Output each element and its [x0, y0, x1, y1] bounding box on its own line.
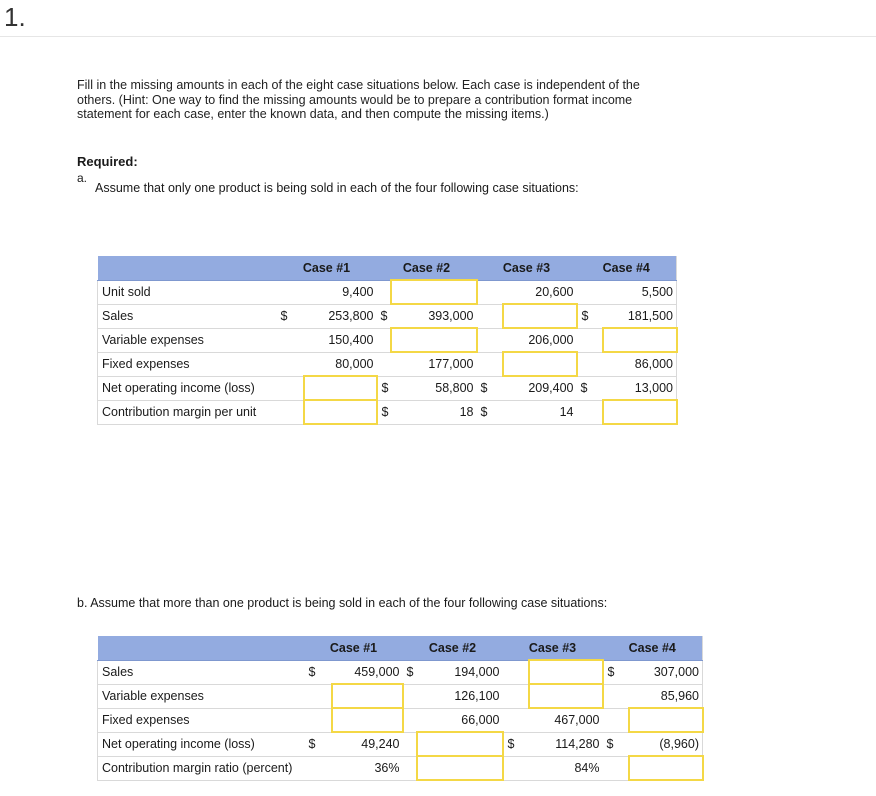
part-b-dollar-sign [305, 684, 332, 708]
part-a-dollar-sign [577, 280, 603, 304]
part-b-dollar-sign [403, 708, 417, 732]
part-b-given-value: 49,240 [332, 732, 403, 756]
part-b-given-value: 66,000 [417, 708, 503, 732]
part-b-dollar-sign [403, 756, 417, 780]
part-b-dollar-sign [305, 756, 332, 780]
question-number: 1. [4, 2, 26, 32]
part-b-given-value: (8,960) [629, 732, 703, 756]
part-b-dollar-sign [603, 756, 629, 780]
part-b-answer-input[interactable] [629, 756, 703, 780]
part-a-row [98, 280, 677, 304]
part-a-dollar-sign [377, 352, 391, 376]
part-a-dollar-sign [477, 352, 503, 376]
part-a-dollar-sign: $ [277, 304, 304, 328]
part-a-given-value: 13,000 [603, 376, 677, 400]
part-b-dollar-sign: $ [603, 660, 629, 684]
part-a-dollar-sign [277, 352, 304, 376]
part-b-header-blank [98, 636, 305, 660]
part-b-header-case-3: Case #3 [503, 636, 603, 660]
part-a-header-case-2: Case #2 [377, 256, 477, 280]
part-a-row-label: Contribution margin per unit [98, 400, 277, 424]
part-a-dollar-sign [477, 280, 503, 304]
part-b-header-row [98, 636, 703, 660]
part-a-dollar-sign [477, 304, 503, 328]
part-b-table [97, 636, 704, 781]
part-b-header-case-1: Case #1 [305, 636, 403, 660]
part-b-header-case-4: Case #4 [603, 636, 703, 660]
part-b-answer-input[interactable] [332, 684, 403, 708]
part-b-dollar-sign: $ [503, 732, 529, 756]
part-a-row-label: Sales [98, 304, 277, 328]
part-b-answer-input[interactable] [417, 732, 503, 756]
part-b-answer-input[interactable] [529, 660, 603, 684]
part-b-given-value: 114,280 [529, 732, 603, 756]
part-b-dollar-sign: $ [403, 660, 417, 684]
part-a-dollar-sign [577, 352, 603, 376]
part-a-row-label: Unit sold [98, 280, 277, 304]
part-a-given-value: 177,000 [391, 352, 477, 376]
part-b-answer-input[interactable] [629, 708, 703, 732]
part-a-given-value: 181,500 [603, 304, 677, 328]
part-b-dollar-sign: $ [603, 732, 629, 756]
part-b-given-value: 459,000 [332, 660, 403, 684]
part-a-header-row [98, 256, 677, 280]
part-b-row [98, 756, 703, 780]
part-a-given-value: 253,800 [304, 304, 377, 328]
part-a-dollar-sign: $ [477, 376, 503, 400]
part-a-row-label: Variable expenses [98, 328, 277, 352]
part-a-answer-input[interactable] [503, 352, 577, 376]
part-a-dollar-sign [277, 280, 304, 304]
part-b-given-value: 84% [529, 756, 603, 780]
part-a-row [98, 304, 677, 328]
part-a-dollar-sign [277, 400, 304, 424]
part-b-row-label: Variable expenses [98, 684, 305, 708]
part-b-dollar-sign [503, 660, 529, 684]
part-a-given-value: 5,500 [603, 280, 677, 304]
part-a-header-case-3: Case #3 [477, 256, 577, 280]
part-b-row [98, 708, 703, 732]
part-b-row-label: Contribution margin ratio (percent) [98, 756, 305, 780]
part-b-row-label: Fixed expenses [98, 708, 305, 732]
part-a-given-value: 206,000 [503, 328, 577, 352]
part-a-dollar-sign: $ [377, 304, 391, 328]
part-a-row [98, 376, 677, 400]
part-b-dollar-sign: $ [305, 660, 332, 684]
part-b-dollar-sign [603, 684, 629, 708]
required-label: Required: [77, 154, 138, 169]
part-b-row [98, 732, 703, 756]
part-a-header-case-4: Case #4 [577, 256, 677, 280]
part-b-answer-input[interactable] [417, 756, 503, 780]
part-a-dollar-sign: $ [377, 400, 391, 424]
part-b-given-value: 126,100 [417, 684, 503, 708]
part-a-answer-input[interactable] [304, 376, 377, 400]
part-a-answer-input[interactable] [603, 328, 677, 352]
part-a-given-value: 9,400 [304, 280, 377, 304]
part-a-dollar-sign [377, 328, 391, 352]
part-a-answer-input[interactable] [603, 400, 677, 424]
part-b-row-label: Sales [98, 660, 305, 684]
part-a-dollar-sign [277, 328, 304, 352]
part-b-given-value: 467,000 [529, 708, 603, 732]
part-a-dollar-sign: $ [577, 376, 603, 400]
part-b-dollar-sign [403, 684, 417, 708]
part-a-given-value: 18 [391, 400, 477, 424]
part-a-given-value: 150,400 [304, 328, 377, 352]
part-b-dollar-sign [503, 684, 529, 708]
part-a-header-case-1: Case #1 [277, 256, 377, 280]
part-b-dollar-sign [305, 708, 332, 732]
part-a-dollar-sign: $ [577, 304, 603, 328]
part-b-row-label: Net operating income (loss) [98, 732, 305, 756]
part-a-row [98, 328, 677, 352]
part-a-answer-input[interactable] [304, 400, 377, 424]
part-b-row [98, 660, 703, 684]
part-b-answer-input[interactable] [529, 684, 603, 708]
part-a-dollar-sign [477, 328, 503, 352]
part-a-dollar-sign [277, 376, 304, 400]
part-b-dollar-sign: $ [305, 732, 332, 756]
part-a-given-value: 80,000 [304, 352, 377, 376]
part-a-row [98, 352, 677, 376]
part-b-dollar-sign [403, 732, 417, 756]
part-a-table [97, 256, 678, 425]
part-a-label: a. [77, 171, 88, 185]
part-b-text: b. Assume that more than one product is being sold in each of the four following case situations: [77, 596, 608, 610]
part-b-row [98, 684, 703, 708]
part-a-dollar-sign: $ [477, 400, 503, 424]
intro-text: Fill in the missing amounts in each of the eight case situations below. Each case is independent of the others. (Hint: One way to find the missing amounts would be to prepare a contribution format income statement for each case, enter the known data, and then compute the missing items.) [77, 78, 640, 121]
part-a-dollar-sign [377, 280, 391, 304]
part-a-answer-input[interactable] [391, 328, 477, 352]
part-a-given-value: 209,400 [503, 376, 577, 400]
part-b-header-case-2: Case #2 [403, 636, 503, 660]
part-b-dollar-sign [503, 756, 529, 780]
part-b-given-value: 85,960 [629, 684, 703, 708]
part-a-row-label: Fixed expenses [98, 352, 277, 376]
part-a-dollar-sign: $ [377, 376, 391, 400]
part-a-row-label: Net operating income (loss) [98, 376, 277, 400]
part-a-text: Assume that only one product is being sold in each of the four following case situations: [95, 181, 579, 195]
header-divider [0, 36, 876, 37]
part-a-given-value: 14 [503, 400, 577, 424]
part-a-dollar-sign [577, 400, 603, 424]
part-a-given-value: 86,000 [603, 352, 677, 376]
part-a-row [98, 400, 677, 424]
part-a-header-blank [98, 256, 277, 280]
part-a-given-value: 20,600 [503, 280, 577, 304]
part-a-given-value: 58,800 [391, 376, 477, 400]
part-a-dollar-sign [577, 328, 603, 352]
part-a-answer-input[interactable] [503, 304, 577, 328]
part-b-dollar-sign [503, 708, 529, 732]
part-b-given-value: 36% [332, 756, 403, 780]
part-b-dollar-sign [603, 708, 629, 732]
part-b-answer-input[interactable] [332, 708, 403, 732]
part-a-answer-input[interactable] [391, 280, 477, 304]
part-a-given-value: 393,000 [391, 304, 477, 328]
part-b-given-value: 307,000 [629, 660, 703, 684]
part-b-given-value: 194,000 [417, 660, 503, 684]
